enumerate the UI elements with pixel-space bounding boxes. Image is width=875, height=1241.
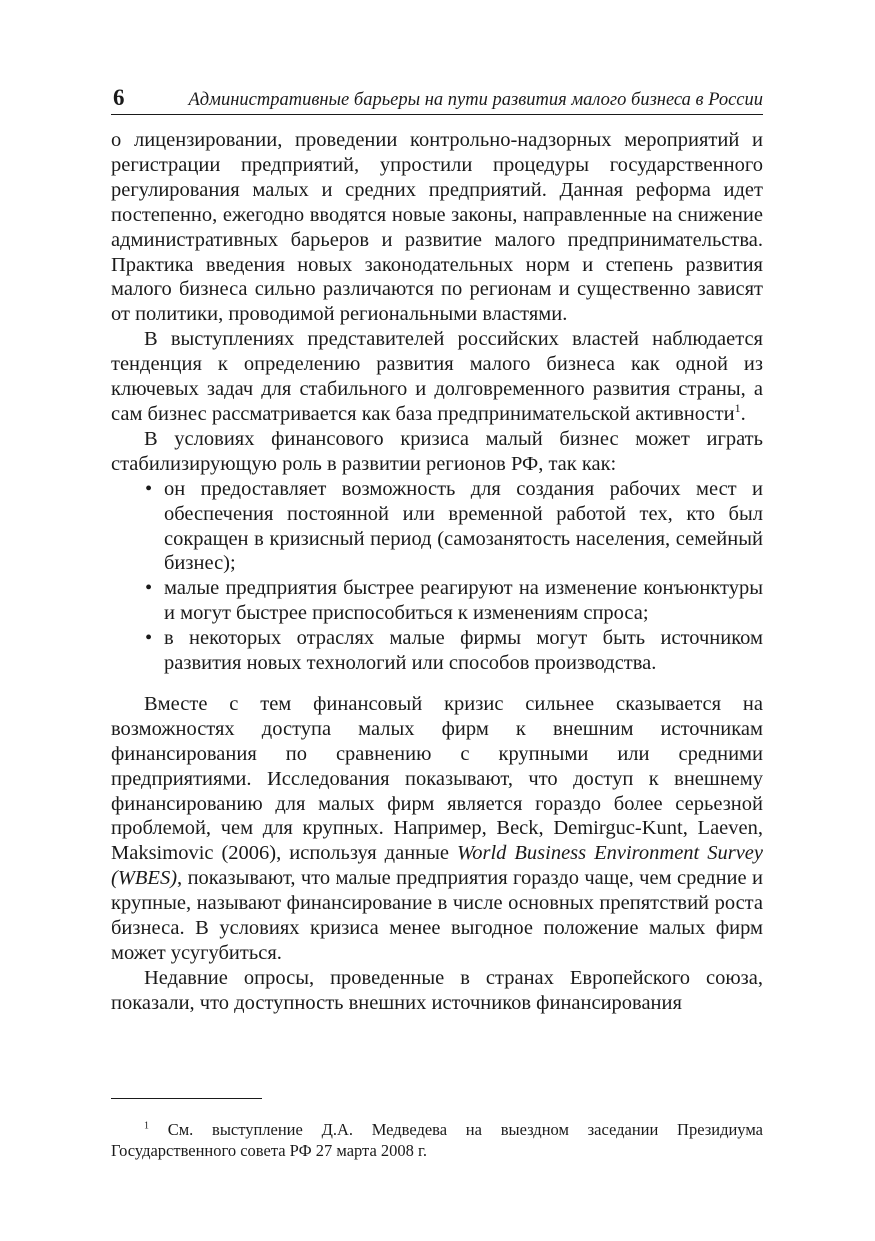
page-header [111,84,763,115]
footnote-reference: 1 [734,401,741,416]
body-text [111,128,763,1016]
paragraph-1: о лицензировании, проведении контрольно-надзорных мероприятий и регистрации предприятий, упростили процедуры государственного регулирования малых и средних предприятий. Данная реформа идет постепенно, ежегодно вводятся новые законы, направленные на снижение административных барьеров и развитие малого предпринимательства. Практика введения новых законодательных норм и степень развития малого бизнеса сильно различаются по регионам и существенно зависят от политики, проводимой региональными властями. [111,129,763,326]
list-item-text: в некоторых отраслях малые фирмы могут быть источником развития новых технологий или способов производства. [164,627,763,675]
bullet-icon: • [145,577,153,600]
paragraph-4-text-end: , показывают, что малые предприятия гораздо чаще, чем средние и крупные, называют финансирование в числе основных препятствий роста бизнеса. В условиях кризиса менее выгодное положение малых фирм может усугубиться. [111,867,763,964]
paragraph-5: Недавние опросы, проведенные в странах Европейского союза, показали, что доступность внешних источников финансирования [111,966,763,1014]
paragraph-4-text: Вместе с тем финансовый кризис сильнее сказывается на возможностях доступа малых фирм к внешним источникам финансирования по сравнению с крупными или средними предприятиями. Исследования показывают, что доступ к внешнему финансированию для малых фирм является гораздо более серьезной проблемой, чем для крупных. Например, Beck, Demirguc-Kunt, Laeven, Maksimovic (2006), используя данные [111,692,763,865]
bullet-icon: • [145,627,153,650]
list-item-text: малые предприятия быстрее реагируют на изменение конъюнктуры и могут быстрее приспособиться к изменениям спроса; [164,577,763,625]
paragraph-4 [111,692,763,966]
list-item [145,576,763,626]
footnote-text: См. выступление Д.А. Медведева на выездном заседании Президиума Государственного совета РФ 27 марта 2008 г. [111,1119,763,1160]
list-item [145,626,763,676]
paragraph-2-end: . [740,402,746,425]
running-title: Административные барьеры на пути развития малого бизнеса в России [188,90,763,110]
survey-title: World Business Environment Survey (WBES) [111,842,764,890]
bullet-icon: • [145,477,153,500]
paragraph-3: В условиях финансового кризиса малый бизнес может играть стабилизирующую роль в развитии регионов РФ, так как: [111,427,763,475]
footnote [111,1119,763,1161]
footnote-divider [111,1098,262,1099]
bullet-list [111,477,763,676]
list-item-text: он предоставляет возможность для создания рабочих мест и обеспечения постоянной или временной работой тех, кто был сокращен в кризисный период (самозанятость населения, семейный бизнес); [164,477,763,575]
list-item [145,477,763,577]
page-number: 6 [113,85,125,110]
paragraph-2 [111,327,763,427]
footnote-marker: 1 [144,1120,149,1131]
paragraph-2-text: В выступлениях представителей российских властей наблюдается тенденция к определению развития малого бизнеса как одной из ключевых задач для стабильного и долговременного развития страны, а сам бизнес рассматривается как база предпринимательской активности [111,328,763,425]
